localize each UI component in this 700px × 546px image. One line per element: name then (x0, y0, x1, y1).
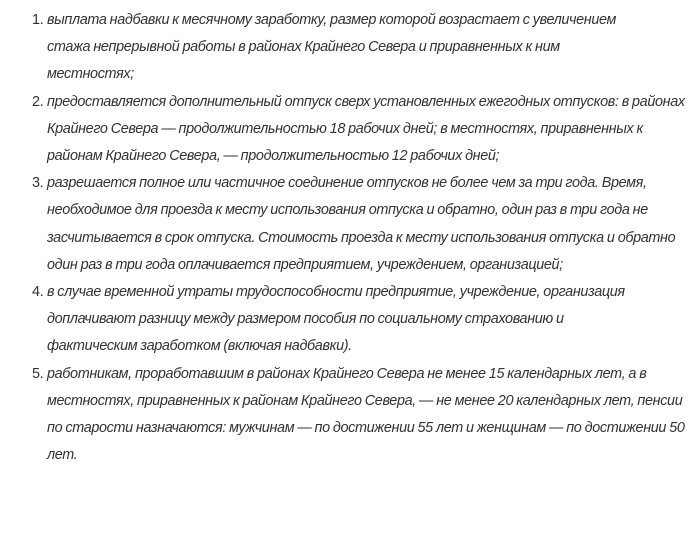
item-text: разрешается полное или частичное соединение отпусков не более чем за три года. Время, необходимое для проезда к месту использования отпуска и обратно, один раз в три года не засчитывается в срок отпуска. Стоимость проезда к месту использования отпуска и обратно один раз в три года оплачивается предприятием, учреждением, организацией; (47, 175, 676, 273)
item-number: 2. (32, 93, 44, 110)
list-item (32, 89, 687, 171)
item-number: 5. (32, 365, 44, 382)
item-number: 1. (32, 12, 44, 28)
item-number: 3. (32, 175, 44, 192)
item-text: в случае временной утраты трудоспособности предприятие, учреждение, организация доплачивают разницу между размером пособия по социальному страхованию и фактическим заработком (включая надбавки). (47, 284, 625, 355)
list-item (32, 279, 647, 361)
item-text: работникам, проработавшим в районах Крайнего Севера не менее 15 календарных лет, а в местностях, приравненных к районам Крайнего Севера, — не менее 20 календарных лет, пенсии по старости назначаются: мужчинам — по достижении 55 лет и женщинам — по достижении 50 лет. (47, 365, 685, 464)
item-text: предоставляется дополнительный отпуск сверх установленных ежегодных отпусков: в районах Крайнего Севера — продолжительностью 18 рабочих дней; в местностях, приравненных к районам Крайнего Севера, — продолжительностью 12 рабочих дней; (47, 93, 685, 165)
list-item (32, 170, 692, 279)
item-number: 4. (32, 284, 44, 301)
list-item (32, 361, 687, 470)
list-item (32, 7, 627, 89)
item-text: выплата надбавки к месячному заработку, размер которой возрастает с увеличением стажа непрерывной работы в районах Крайнего Севера и приравненных к ним местностях; (47, 12, 617, 83)
